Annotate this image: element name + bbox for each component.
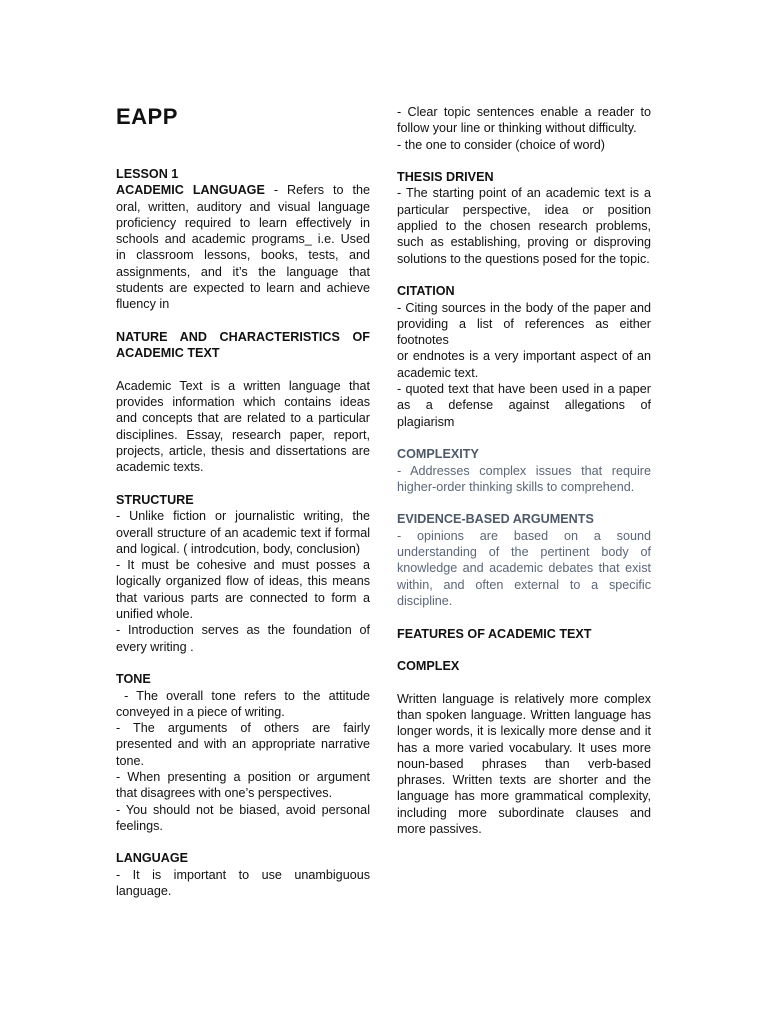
tone-heading: TONE: [116, 672, 151, 687]
language-point: - It is important to use unambiguous language.: [116, 867, 370, 899]
complexity-section: [397, 446, 651, 495]
evidence-heading: EVIDENCE-BASED ARGUMENTS: [397, 512, 594, 527]
left-column: [116, 104, 374, 899]
tone-point: - The arguments of others are fairly presented and with an appropriate narrative tone.: [116, 721, 370, 768]
language-point: - the one to consider (choice of word): [397, 137, 605, 152]
features-heading: FEATURES OF ACADEMIC TEXT: [397, 626, 592, 641]
structure-point: - Introduction serves as the foundation of every writing .: [116, 623, 370, 654]
right-column: [397, 104, 651, 837]
features-body: Written language is relatively more complex than spoken language. Written language has longer words, it is lexically more dense and it has a more varied vocabulary. It uses more noun-based phrases than verb-based phrases. Written texts are shorter and the language has more grammatical complexity, including more subordinate clauses and more passives.: [397, 691, 651, 837]
tone-point: - The overall tone refers to the attitude conveyed in a piece of writing.: [116, 688, 374, 719]
academic-language-term: ACADEMIC LANGUAGE: [116, 183, 265, 198]
tone-point: - You should not be biased, avoid personal feelings.: [116, 802, 370, 833]
complexity-body: - Addresses complex issues that require higher-order thinking skills to comprehend.: [397, 463, 651, 494]
academic-language-paragraph: [116, 182, 370, 312]
structure-point: - It must be cohesive and must posses a logically organized flow of ideas, this means that various parts are connected to form a unified whole.: [116, 558, 370, 622]
structure-point: - Unlike fiction or journalistic writing, the overall structure of an academic text if formal and logical. ( introdcution, body, conclusion): [116, 509, 370, 556]
academic-language-definition: - Refers to the oral, written, auditory and visual language proficiency required to learn effectively in schools and academic programs_ i.e. Used in classroom lessons, books, tests, and assignments, and it’s the language that students are expected to learn and achieve fluency in: [116, 183, 370, 312]
tone-point: - When presenting a position or argument that disagrees with one’s perspectives.: [116, 769, 370, 801]
citation-point: - Citing sources in the body of the paper and providing a list of references as either footnotes: [397, 300, 651, 348]
evidence-section: [397, 511, 651, 609]
page-title: EAPP: [116, 104, 178, 129]
citation-point: - quoted text that have been used in a paper as a defense against allegations of plagiarism: [397, 382, 651, 429]
features-subheading: COMPLEX: [397, 659, 460, 674]
structure-heading: STRUCTURE: [116, 492, 194, 507]
evidence-body: - opinions are based on a sound understanding of the pertinent body of knowledge and academic debates that exist within, and often external to a specific discipline.: [397, 528, 651, 608]
language-point: - Clear topic sentences enable a reader to follow your line or thinking without difficulty.: [397, 105, 651, 136]
citation-point: or endnotes is a very important aspect of an academic text.: [397, 349, 651, 380]
complexity-heading: COMPLEXITY: [397, 447, 479, 462]
thesis-heading: THESIS DRIVEN: [397, 170, 494, 185]
nature-body: Academic Text is a written language that provides information which contains ideas and concepts that are related to a particular disciplines. Essay, research paper, report, projects, article, thesis and dissertations are academic texts.: [116, 378, 370, 475]
citation-heading: CITATION: [397, 284, 455, 299]
nature-heading: NATURE AND CHARACTERISTICS OF ACADEMIC TEXT: [116, 329, 370, 361]
language-heading: LANGUAGE: [116, 851, 189, 866]
thesis-body: - The starting point of an academic text is a particular perspective, idea or position applied to the chosen research problems, such as establishing, proving or disproving solutions to the questions posed for the topic.: [397, 186, 651, 266]
lesson-label: LESSON 1: [116, 167, 179, 181]
